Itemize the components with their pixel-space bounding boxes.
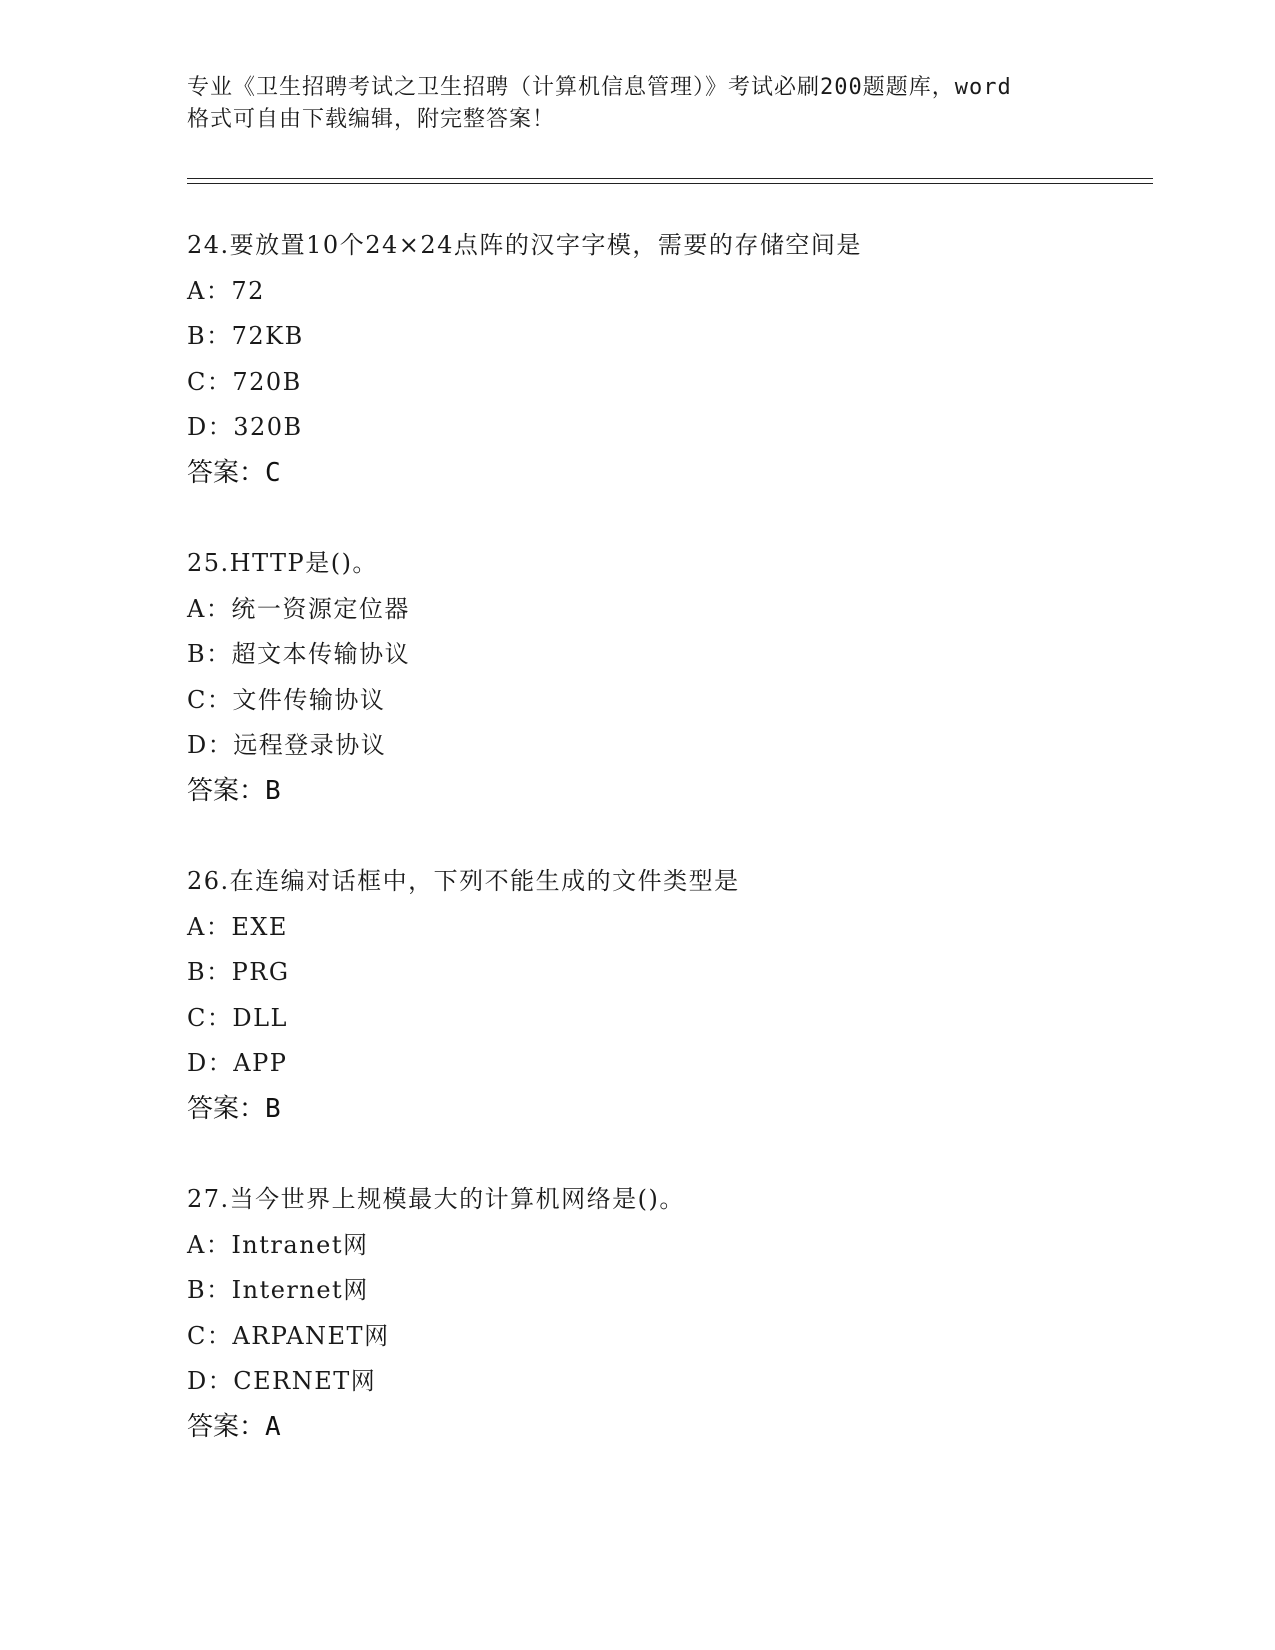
answer-line: 答案：B xyxy=(187,775,281,806)
option-c: C：720B xyxy=(187,367,302,396)
option-b: B：72KB xyxy=(187,322,304,350)
document-header xyxy=(187,72,1087,136)
option-d: D：APP xyxy=(187,1049,288,1077)
question-stem: 27.当今世界上规模最大的计算机网络是()。 xyxy=(187,1185,685,1213)
question-stem: 25.HTTP是()。 xyxy=(187,549,378,577)
answer-line: 答案：B xyxy=(187,1093,281,1124)
answer-line: 答案：A xyxy=(187,1411,281,1442)
option-c: C：DLL xyxy=(187,1003,288,1032)
document-page xyxy=(187,0,1153,1650)
option-b: B：PRG xyxy=(187,958,290,986)
header-divider-bottom xyxy=(187,183,1153,184)
header-line-2: 格式可自由下载编辑，附完整答案！ xyxy=(187,107,556,132)
option-b: B：超文本传输协议 xyxy=(187,640,411,668)
option-a: A：72 xyxy=(187,276,265,305)
answer-line: 答案：C xyxy=(187,457,281,488)
option-a: A：Intranet网 xyxy=(187,1230,369,1259)
option-c: C：文件传输协议 xyxy=(187,685,386,714)
option-d: D：320B xyxy=(187,413,303,441)
option-d: D：远程登录协议 xyxy=(187,731,387,759)
header-divider-top xyxy=(187,178,1153,179)
question-26 xyxy=(187,859,1153,1132)
question-stem: 24.要放置10个24×24点阵的汉字字模，需要的存储空间是 xyxy=(187,231,862,259)
question-25 xyxy=(187,541,1153,814)
option-a: A：EXE xyxy=(187,912,288,941)
header-line-1: 专业《卫生招聘考试之卫生招聘（计算机信息管理）》考试必刷200题题库，word xyxy=(187,75,1012,100)
question-24 xyxy=(187,223,1153,496)
question-stem: 26.在连编对话框中，下列不能生成的文件类型是 xyxy=(187,867,740,895)
option-c: C：ARPANET网 xyxy=(187,1321,390,1350)
question-27 xyxy=(187,1177,1153,1450)
option-a: A：统一资源定位器 xyxy=(187,594,410,623)
option-d: D：CERNET网 xyxy=(187,1367,377,1395)
option-b: B：Internet网 xyxy=(187,1276,369,1304)
